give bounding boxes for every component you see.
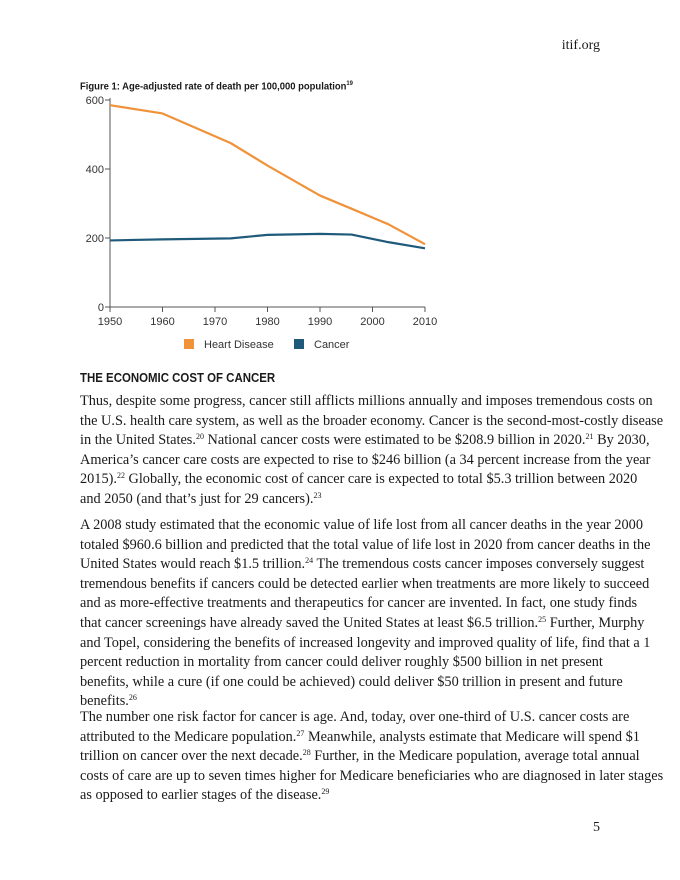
y-tick-label: 0 [97, 302, 104, 314]
y-tick-label: 400 [85, 164, 104, 176]
y-tick-label: 200 [85, 233, 104, 245]
footnote-ref: 24 [305, 556, 314, 566]
text-run: Further, Murphy [546, 614, 645, 631]
text-run: totaled $960.6 billion and predicted that the total value of life lost in 2020 from cancer deaths in the [80, 536, 651, 553]
section-title: THE ECONOMIC COST OF CANCER [80, 370, 276, 385]
x-tick-label: 1960 [150, 316, 175, 328]
paragraph [80, 708, 663, 806]
text-line [80, 536, 651, 556]
text-line [80, 555, 651, 575]
figure-title-text: Figure 1: Age-adjusted rate of death per 100,000 population [80, 80, 347, 93]
text-run: percent reduction in mortality from cancer could deliver roughly $500 billion in net present [80, 654, 603, 671]
text-run: the U.S. health care system, as well as the broader economy. Cancer is the second-most-costly disease [80, 412, 664, 429]
text-line [80, 673, 651, 693]
footnote-ref: 25 [538, 614, 547, 624]
x-tick-label: 1980 [255, 316, 280, 328]
text-run: costs of care are up to seven times higher for Medicare beneficiaries who are diagnosed in later stages [80, 767, 664, 784]
x-tick-label: 2000 [360, 316, 385, 328]
footnote-ref: 20 [195, 432, 204, 442]
legend-label: Cancer [314, 339, 350, 351]
text-run: The tremendous costs cancer imposes conversely suggest [313, 556, 645, 573]
paragraph [80, 516, 651, 712]
text-run: 2015). [80, 471, 117, 488]
x-tick-label: 1970 [202, 316, 228, 328]
text-run: and as more-effective treatments and therapeutics for cancer are invented. In fact, one study finds [80, 595, 638, 612]
text-run: trillion on cancer over the next decade. [80, 748, 303, 765]
text-run: and 2050 (and that’s just for 29 cancers). [80, 490, 314, 507]
text-line [80, 470, 663, 490]
text-line [80, 490, 663, 510]
text-line [80, 412, 663, 432]
text-run: Further, in the Medicare population, average total annual [310, 748, 640, 765]
legend-label: Heart Disease [204, 339, 274, 351]
text-run: United States would reach $1.5 trillion. [80, 556, 306, 573]
text-run: By 2030, [593, 432, 650, 449]
page-number: 5 [593, 820, 600, 835]
text-run: benefits. [80, 693, 129, 710]
text-run: as opposed to earlier stages of the disease. [80, 787, 322, 804]
text-run: Thus, despite some progress, cancer still afflicts millions annually and imposes tremendous costs on [80, 393, 653, 409]
text-run: National cancer costs were estimated to be $208.9 billion in 2020. [203, 432, 586, 449]
text-run: and Topel, considering the benefits of increased longevity and improved quality of life, find that a 1 [80, 634, 651, 651]
y-tick-label: 600 [85, 95, 104, 107]
text-line [80, 634, 651, 654]
text-line [80, 516, 651, 536]
paragraph [80, 392, 663, 510]
text-line [80, 747, 663, 767]
text-line [80, 451, 663, 471]
text-run: America’s cancer care costs are expected to rise to $246 billion (a 34 percent increase from the year [80, 451, 651, 468]
legend-swatch [294, 339, 304, 349]
figure-footnote-ref: 19 [346, 80, 353, 87]
text-line [80, 575, 651, 595]
text-line [80, 767, 663, 787]
text-line [80, 614, 651, 634]
footnote-ref: 26 [128, 693, 137, 703]
text-run: tremendous benefits if cancers could be detected earlier when treatments are more likely to succeed [80, 575, 650, 592]
text-line [80, 392, 663, 412]
x-tick-label: 2010 [412, 316, 438, 328]
text-run: A 2008 study estimated that the economic value of life lost from all cancer deaths in the year 2000 [80, 517, 643, 533]
text-run: Globally, the economic cost of cancer care is expected to total $5.3 trillion between 2020 [124, 471, 638, 488]
series-line-cancer [110, 234, 425, 248]
legend-swatch [184, 339, 194, 349]
text-run: benefits, while a cure (if one could be achieved) could deliver $50 trillion in present and future [80, 673, 623, 690]
text-line [80, 786, 663, 806]
text-run: Meanwhile, analysts estimate that Medicare will spend $1 [304, 728, 640, 745]
text-run: that cancer screenings have already saved the United States at least $6.5 trillion. [80, 614, 539, 631]
series-line-heart-disease [110, 105, 425, 244]
text-line [80, 708, 663, 728]
text-line [80, 653, 651, 673]
x-tick-label: 1990 [307, 316, 333, 328]
text-run: in the United States. [80, 432, 196, 449]
text-line [80, 431, 663, 451]
text-line [80, 594, 651, 614]
text-line [80, 728, 663, 748]
footnote-ref: 28 [302, 748, 311, 758]
line-chart [80, 90, 440, 360]
text-run: attributed to the Medicare population. [80, 728, 297, 745]
footnote-ref: 27 [296, 728, 305, 738]
footnote-ref: 23 [313, 490, 322, 500]
footnote-ref: 29 [321, 787, 330, 797]
header-site: itif.org [561, 38, 600, 53]
text-run: The number one risk factor for cancer is age. And, today, over one-third of U.S. cancer costs are [80, 709, 630, 725]
footnote-ref: 21 [585, 432, 594, 442]
footnote-ref: 22 [116, 471, 125, 481]
x-tick-label: 1950 [97, 316, 123, 328]
